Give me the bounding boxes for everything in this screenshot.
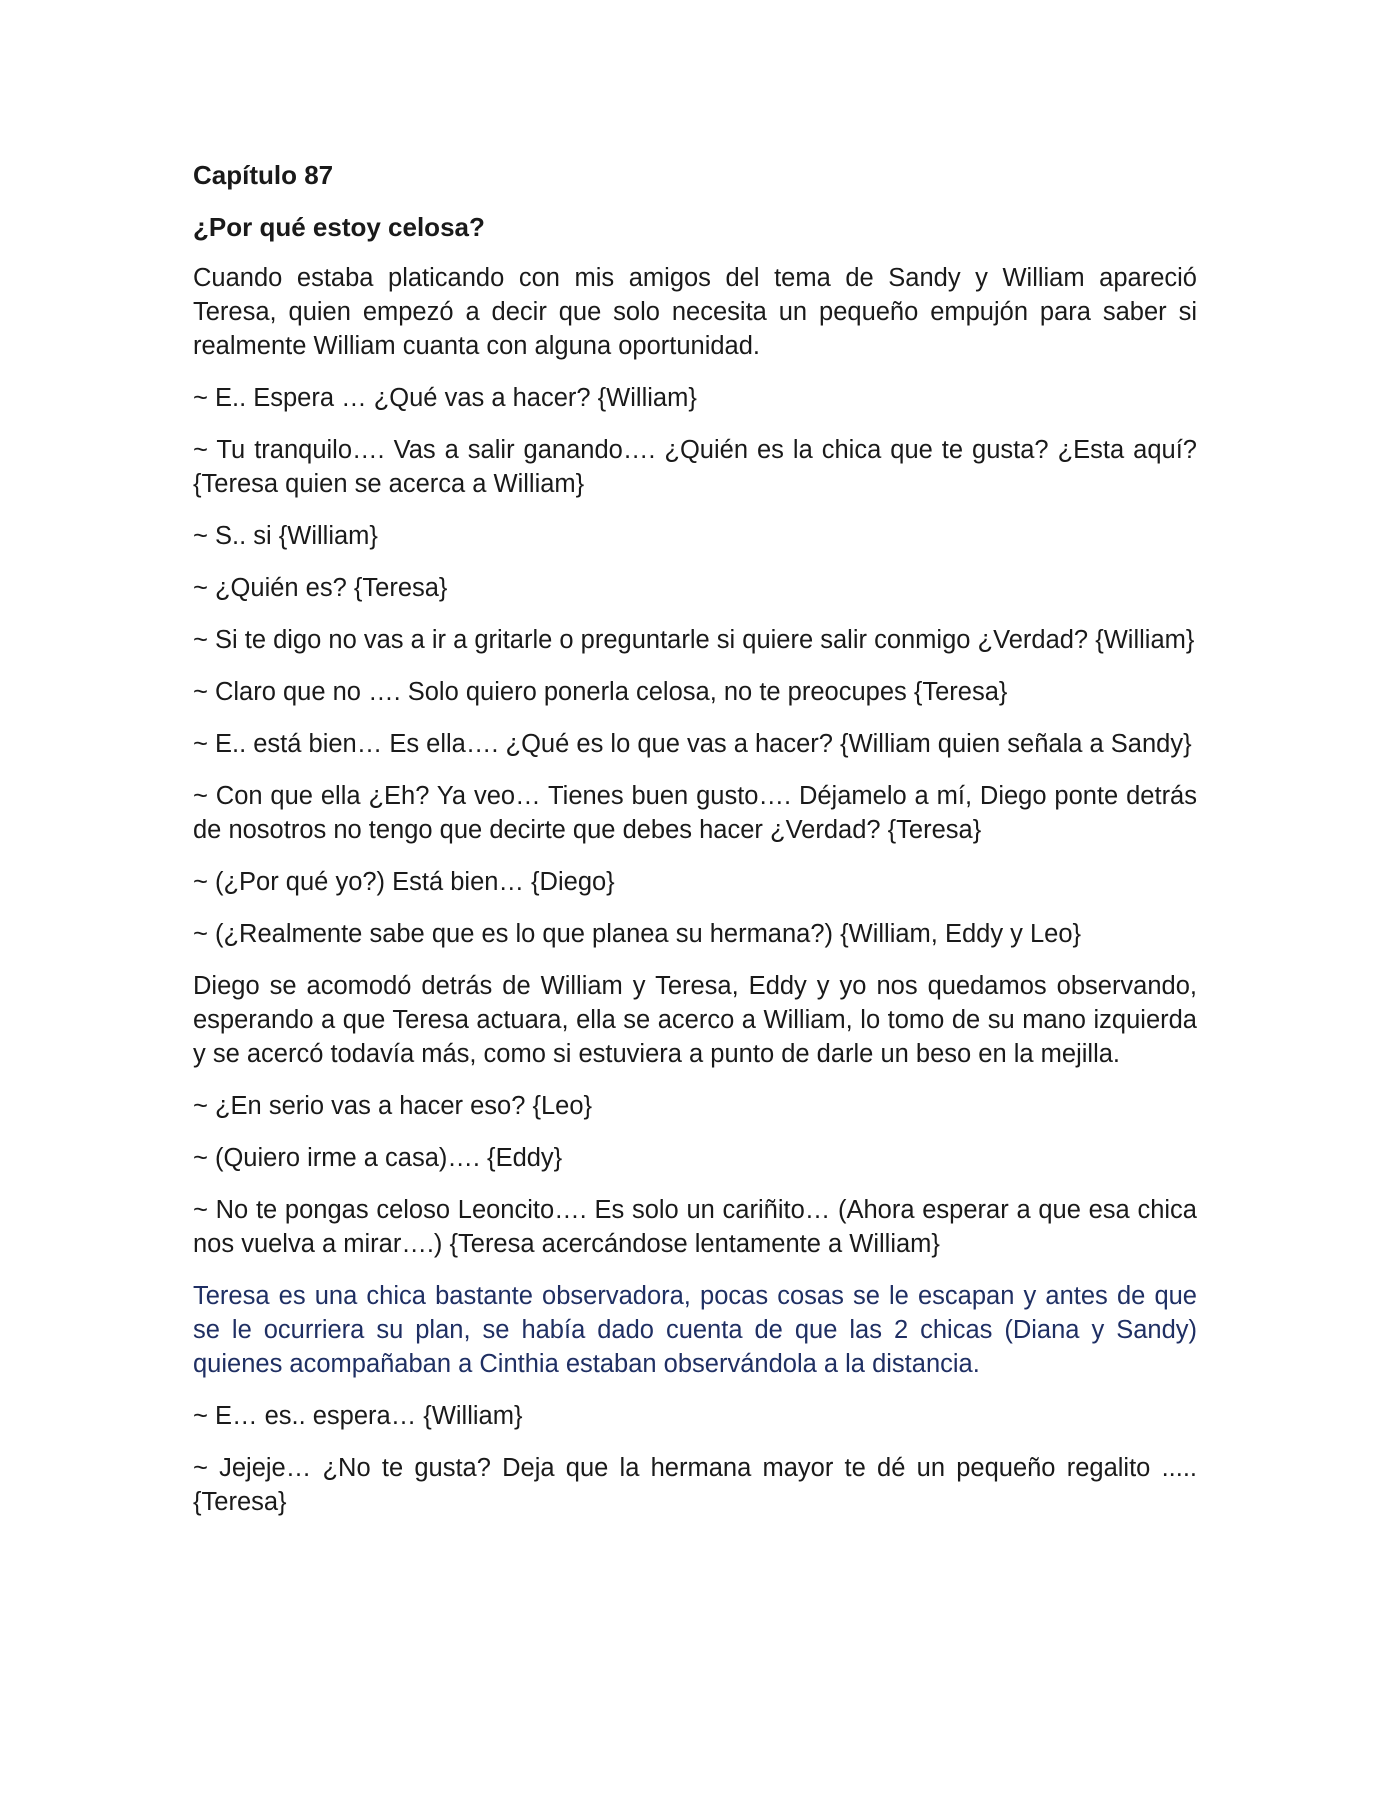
- paragraph: ~ E… es.. espera… {William}: [193, 1402, 523, 1430]
- paragraph: ~ S.. si {William}: [193, 522, 378, 550]
- narration-paragraph-highlight: Teresa es una chica bastante observadora, pocas cosas se le escapan y antes de que se le ocurriera su plan, se había dado cuenta de que las 2 chicas (Diana y Sandy) quienes acompañaban a Cinthia estaban observándola a la distancia.: [193, 1282, 1197, 1378]
- paragraph: ~ Tu tranquilo…. Vas a salir ganando…. ¿Quién es la chica que te gusta? ¿Esta aquí? {Teresa quien se acerca a William}: [193, 436, 1197, 498]
- paragraph: ~ No te pongas celoso Leoncito…. Es solo un cariñito… (Ahora esperar a que esa chica nos vuelva a mirar….) {Teresa acercándose lentamente a William}: [193, 1196, 1197, 1258]
- chapter-subtitle: ¿Por qué estoy celosa?: [193, 212, 485, 242]
- paragraph: ~ ¿Quién es? {Teresa}: [193, 574, 448, 602]
- paragraph: Diego se acomodó detrás de William y Teresa, Eddy y yo nos quedamos observando, esperando a que Teresa actuara, ella se acerco a William, lo tomo de su mano izquierda y se acercó todavía más, como si estuviera a punto de darle un beso en la mejilla.: [193, 972, 1197, 1068]
- paragraph: ~ (¿Realmente sabe que es lo que planea su hermana?) {William, Eddy y Leo}: [193, 920, 1082, 948]
- paragraph: ~ (Quiero irme a casa)…. {Eddy}: [193, 1144, 563, 1172]
- paragraph: ~ Con que ella ¿Eh? Ya veo… Tienes buen gusto…. Déjamelo a mí, Diego ponte detrás de nosotros no tengo que decirte que debes hacer ¿Verdad? {Teresa}: [193, 782, 1197, 844]
- chapter-title: Capítulo 87: [193, 160, 334, 190]
- document-page: [193, 158, 1197, 1537]
- paragraph: ~ (¿Por qué yo?) Está bien… {Diego}: [193, 868, 615, 896]
- paragraph: ~ ¿En serio vas a hacer eso? {Leo}: [193, 1092, 593, 1120]
- paragraph: ~ Si te digo no vas a ir a gritarle o preguntarle si quiere salir conmigo ¿Verdad? {William}: [193, 626, 1195, 654]
- paragraph-list: [193, 261, 1197, 1519]
- paragraph: ~ E.. está bien… Es ella…. ¿Qué es lo que vas a hacer? {William quien señala a Sandy}: [193, 730, 1192, 758]
- paragraph: Cuando estaba platicando con mis amigos del tema de Sandy y William apareció Teresa, quien empezó a decir que solo necesita un pequeño empujón para saber si realmente William cuanta con alguna oportunidad.: [193, 264, 1197, 360]
- paragraph: ~ Claro que no …. Solo quiero ponerla celosa, no te preocupes {Teresa}: [193, 678, 1008, 706]
- paragraph: ~ Jejeje… ¿No te gusta? Deja que la hermana mayor te dé un pequeño regalito ..... {Teresa}: [193, 1454, 1197, 1516]
- paragraph: ~ E.. Espera … ¿Qué vas a hacer? {William}: [193, 384, 697, 412]
